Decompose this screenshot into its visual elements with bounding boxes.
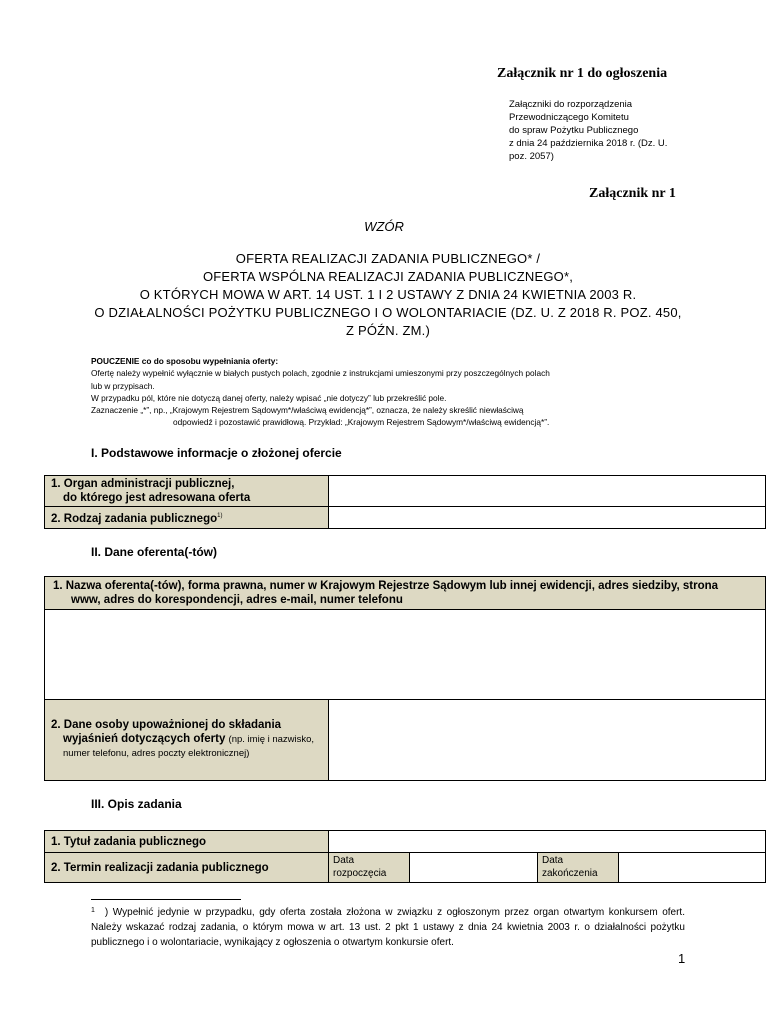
footnote-separator xyxy=(91,899,241,900)
attachment-title: Załącznik nr 1 do ogłoszenia xyxy=(497,66,668,81)
instructions-line: odpowiedź i pozostawić prawidłową. Przykład: „Krajowym Rejestrem Sądowym*/właściwą ewidencją*”. xyxy=(173,417,550,428)
offer-heading xyxy=(90,250,686,340)
instructions-block xyxy=(91,355,631,429)
section-2-title: II. Dane oferenta(-tów) xyxy=(91,545,218,559)
authority-label: 1. Organ administracji publicznej, do którego jest adresowana oferta xyxy=(45,476,329,507)
footnote-mark: 1 xyxy=(91,907,95,914)
heading-line: OFERTA WSPÓLNA REALIZACJI ZADANIA PUBLICZNEGO*, xyxy=(202,269,574,284)
page-number: 1 xyxy=(678,951,686,966)
authority-field[interactable] xyxy=(329,476,766,507)
regulation-line: Przewodniczącego Komitetu xyxy=(509,112,629,123)
footnote xyxy=(91,905,685,950)
task-title-field[interactable] xyxy=(329,831,766,853)
heading-line: OFERTA REALIZACJI ZADANIA PUBLICZNEGO* / xyxy=(235,251,541,266)
heading-line: O DZIAŁALNOŚCI POŻYTKU PUBLICZNEGO I O WOLONTARIACIE (DZ. U. Z 2018 R. POZ. 450, Z PÓŹN. ZM.) xyxy=(94,305,682,338)
instructions-title: POUCZENIE co do sposobu wypełniania oferty: xyxy=(91,356,279,366)
regulation-line: do spraw Pożytku Publicznego xyxy=(509,125,639,136)
attachment-number: Załącznik nr 1 xyxy=(589,186,676,201)
contact-person-field[interactable] xyxy=(329,700,766,781)
regulation-line: z dnia 24 października 2018 r. (Dz. U. xyxy=(509,138,668,149)
section-1-title: I. Podstawowe informacje o złożonej ofercie xyxy=(91,446,342,460)
start-date-label: Data rozpoczęcia xyxy=(329,853,410,883)
footnote-text: ) Wypełnić jedynie w przypadku, gdy oferta została złożona w związku z ogłoszonym przez organ otwartym konkursem ofert. Należy wskazać rodzaj zadania, o którym mowa w art. 13 ust. 2 pkt 1 ustawy z dnia 24 kwietnia 2003 r. o działalności pożytku publicznego i o wolontariacie, wynikający z ogłoszenia o otwartym konkursie ofert. xyxy=(91,907,685,948)
offeror-name-label: 1. Nazwa oferenta(-tów), forma prawna, numer w Krajowym Rejestrze Sądowym lub innej ewidencji, adres siedziby, strona www, adres do korespondencji, adres e-mail, numer telefonu xyxy=(45,577,766,610)
task-description-table xyxy=(44,830,766,883)
offeror-table xyxy=(44,576,766,781)
task-title-label: 1. Tytuł zadania publicznego xyxy=(45,831,329,853)
task-type-field[interactable] xyxy=(329,507,766,529)
template-label: WZÓR xyxy=(364,219,404,234)
end-date-label: Data zakończenia xyxy=(538,853,619,883)
basic-info-table xyxy=(44,475,766,529)
instructions-line: lub w przypisach. xyxy=(91,380,155,391)
task-period-label: 2. Termin realizacji zadania publicznego xyxy=(45,853,329,883)
regulation-note xyxy=(509,98,709,163)
instructions-line: Zaznaczenie „*”, np., „Krajowym Rejestrem Sądowym*/właściwą ewidencją*”, oznacza, że należy skreślić niewłaściwą xyxy=(91,405,524,416)
heading-line: O KTÓRYCH MOWA W ART. 14 UST. 1 I 2 USTAWY Z DNIA 24 KWIETNIA 2003 R. xyxy=(139,287,637,302)
start-date-field[interactable] xyxy=(410,853,538,883)
regulation-line: Załączniki do rozporządzenia xyxy=(509,99,633,110)
instructions-line: Ofertę należy wypełnić wyłącznie w białych pustych polach, zgodnie z instrukcjami umieszonymi przy poszczególnych polach xyxy=(91,368,550,379)
regulation-line: poz. 2057) xyxy=(509,151,554,162)
instructions-line: W przypadku pól, które nie dotyczą danej oferty, należy wpisać „nie dotyczy” lub przekreślić pole. xyxy=(91,392,447,403)
contact-person-label: 2. Dane osoby upoważnionej do składania wyjaśnień dotyczących oferty (np. imię i nazwisko, numer telefonu, adres poczty elektronicznej) xyxy=(45,700,329,781)
end-date-field[interactable] xyxy=(619,853,766,883)
task-type-label: 2. Rodzaj zadania publicznego$^{1)}$ xyxy=(45,507,329,529)
offeror-details-field[interactable] xyxy=(45,610,766,700)
section-3-title: III. Opis zadania xyxy=(91,797,182,811)
